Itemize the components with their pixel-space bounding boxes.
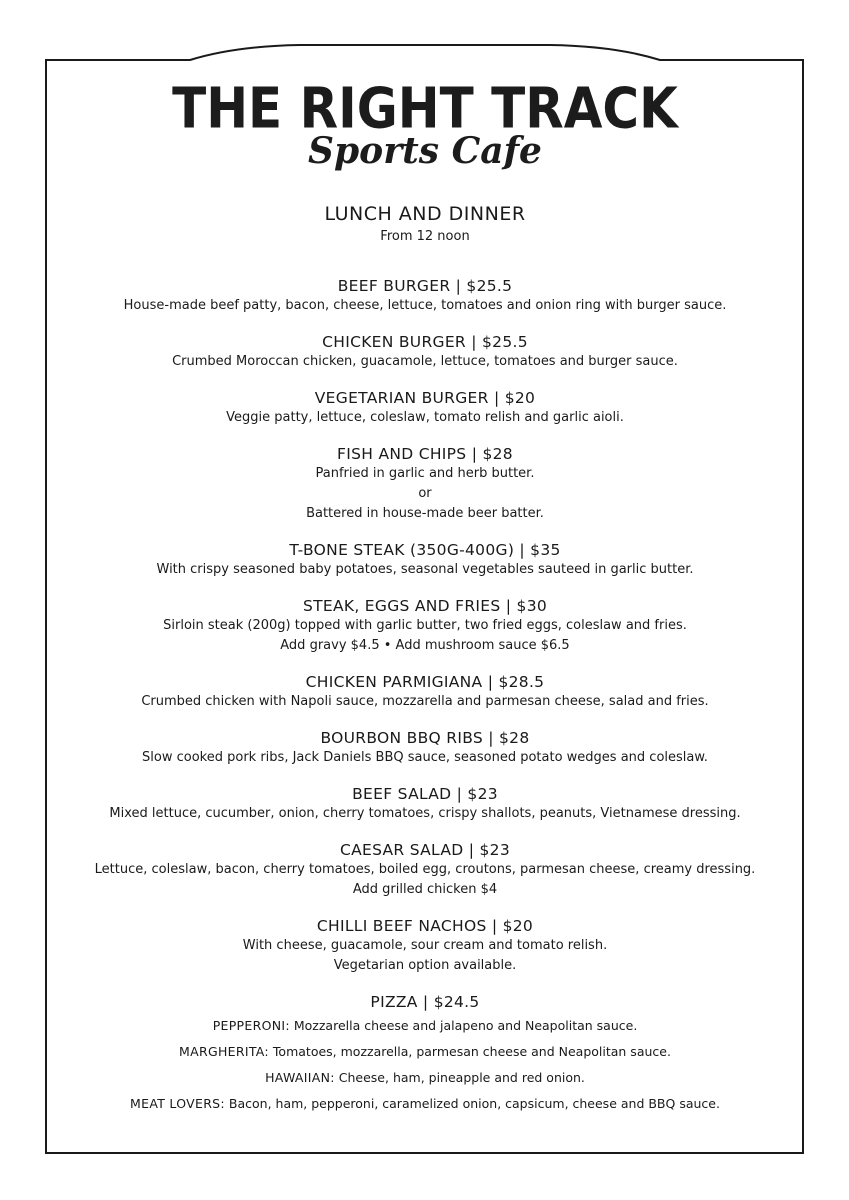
menu-item (48, 728, 802, 768)
menu-item-price: $28 (482, 445, 513, 463)
item-list (48, 276, 802, 976)
menu-item-title (48, 728, 802, 748)
pizza-option (48, 1016, 802, 1036)
menu-item-name: VEGETARIAN BURGER (314, 389, 489, 407)
menu-item-title (48, 332, 802, 352)
menu-item-description: Crumbed Moroccan chicken, guacamole, lettuce, tomatoes and burger sauce. (172, 354, 678, 369)
menu-item-price: $23 (479, 841, 510, 859)
price-separator: | (455, 277, 462, 295)
menu-item-description: Crumbed chicken with Napoli sauce, mozzarella and parmesan cheese, salad and fries. (141, 694, 709, 709)
menu-item-name: STEAK, EGGS AND FRIES (302, 597, 501, 615)
menu-item-title (48, 672, 802, 692)
price-separator: | (493, 389, 500, 407)
menu-item-price: $25.5 (482, 333, 528, 351)
price-separator: | (488, 729, 494, 747)
section-title: LUNCH AND DINNER (324, 203, 526, 225)
pizza-option-name: HAWAIIAN: (265, 1070, 335, 1085)
brand-title: THE RIGHT TRACK (172, 76, 678, 141)
brand-subtitle: Sports Cafe (308, 130, 542, 172)
menu-item-title (48, 992, 802, 1012)
menu-item-price: $23 (467, 785, 498, 803)
menu-item-description: Battered in house-made beer batter. (306, 506, 544, 521)
menu-item-name: CHILLI BEEF NACHOS (316, 917, 487, 935)
menu-item-description: Veggie patty, lettuce, coleslaw, tomato relish and garlic aioli. (226, 410, 624, 425)
menu-item-price: $30 (516, 597, 548, 615)
menu-item (48, 672, 802, 712)
pizza-option (48, 1094, 802, 1114)
menu-item (48, 840, 802, 900)
price-separator: | (456, 785, 463, 803)
section-subtitle: From 12 noon (380, 229, 470, 244)
price-separator: | (468, 841, 475, 859)
menu-item-title (48, 596, 802, 616)
pizza-option (48, 1042, 802, 1062)
menu-item-description: Lettuce, coleslaw, bacon, cherry tomatoes, boiled egg, croutons, parmesan cheese, creamy dressing. (94, 862, 756, 877)
menu-item-title (48, 784, 802, 804)
menu-item-title (48, 840, 802, 860)
pizza-options (48, 1016, 802, 1114)
menu-item-description: With cheese, guacamole, sour cream and tomato relish. (242, 938, 608, 953)
menu-item-description: With crispy seasoned baby potatoes, seasonal vegetables sauteed in garlic butter. (156, 562, 694, 577)
pizza-option-description: Mozzarella cheese and jalapeno and Neapolitan sauce. (293, 1018, 638, 1033)
pizza-section (48, 992, 802, 1114)
menu-item (48, 784, 802, 824)
menu-item (48, 596, 802, 656)
menu-item-description: Panfried in garlic and herb butter. (315, 466, 535, 481)
pizza-option-name: MARGHERITA: (179, 1044, 269, 1059)
menu-item (48, 916, 802, 976)
menu-item-title (48, 388, 802, 408)
menu-item-name: CAESAR SALAD (339, 841, 464, 859)
price-separator: | (491, 917, 498, 935)
menu-item-name: BEEF BURGER (337, 277, 451, 295)
menu-items (48, 276, 802, 1130)
menu-item-title (48, 276, 802, 296)
menu-item-price: $20 (502, 917, 534, 935)
price-separator: | (505, 597, 512, 615)
menu-item-name: FISH AND CHIPS (337, 445, 467, 463)
menu-item-title (48, 540, 802, 560)
menu-item-title (48, 916, 802, 936)
menu-item-price: $24.5 (433, 993, 480, 1011)
menu-item-name: CHICKEN BURGER (322, 333, 466, 351)
menu-item-name: PIZZA (370, 993, 418, 1011)
price-separator: | (471, 333, 477, 351)
menu-item-description: Add grilled chicken $4 (352, 882, 498, 897)
pizza-option (48, 1068, 802, 1088)
menu-item (48, 332, 802, 372)
menu-item-price: $28.5 (498, 673, 545, 691)
menu-item (48, 276, 802, 316)
price-separator: | (422, 993, 429, 1011)
menu-item (48, 444, 802, 524)
menu-item-name: BEEF SALAD (352, 785, 452, 803)
menu-item-description: Mixed lettuce, cucumber, onion, cherry tomatoes, crispy shallots, peanuts, Vietnamese dressing. (109, 806, 741, 821)
menu-item-description: Add gravy $4.5 • Add mushroom sauce $6.5 (280, 638, 570, 653)
menu-item (48, 540, 802, 580)
menu-item-description: Slow cooked pork ribs, Jack Daniels BBQ sauce, seasoned potato wedges and coleslaw. (142, 750, 708, 765)
menu-item-price: $20 (504, 389, 536, 407)
menu-item-name: BOURBON BBQ RIBS (320, 729, 483, 747)
pizza-option-name: PEPPERONI: (212, 1018, 290, 1033)
menu-item-price: $28 (499, 729, 530, 747)
price-separator: | (471, 445, 478, 463)
menu-item-description: Sirloin steak (200g) topped with garlic butter, two fried eggs, coleslaw and fries. (163, 618, 687, 633)
menu-item-description: Vegetarian option available. (333, 958, 517, 973)
menu-item-description: House-made beef patty, bacon, cheese, lettuce, tomatoes and onion ring with burger sauce. (123, 298, 727, 313)
menu-item-name: T-BONE STEAK (350G-400G) (289, 541, 515, 559)
menu-item (48, 388, 802, 428)
pizza-option-name: MEAT LOVERS: (130, 1096, 225, 1111)
price-separator: | (519, 541, 525, 559)
menu-item-title (48, 444, 802, 464)
menu-item-price: $35 (530, 541, 561, 559)
pizza-option-description: Bacon, ham, pepperoni, caramelized onion, capsicum, cheese and BBQ sauce. (228, 1096, 720, 1111)
menu-item-price: $25.5 (466, 277, 513, 295)
menu-item-name: CHICKEN PARMIGIANA (305, 673, 483, 691)
pizza-option-description: Tomatoes, mozzarella, parmesan cheese and Neapolitan sauce. (272, 1044, 671, 1059)
pizza-option-description: Cheese, ham, pineapple and red onion. (338, 1070, 585, 1085)
menu-item-description: or (418, 486, 432, 501)
price-separator: | (487, 673, 494, 691)
